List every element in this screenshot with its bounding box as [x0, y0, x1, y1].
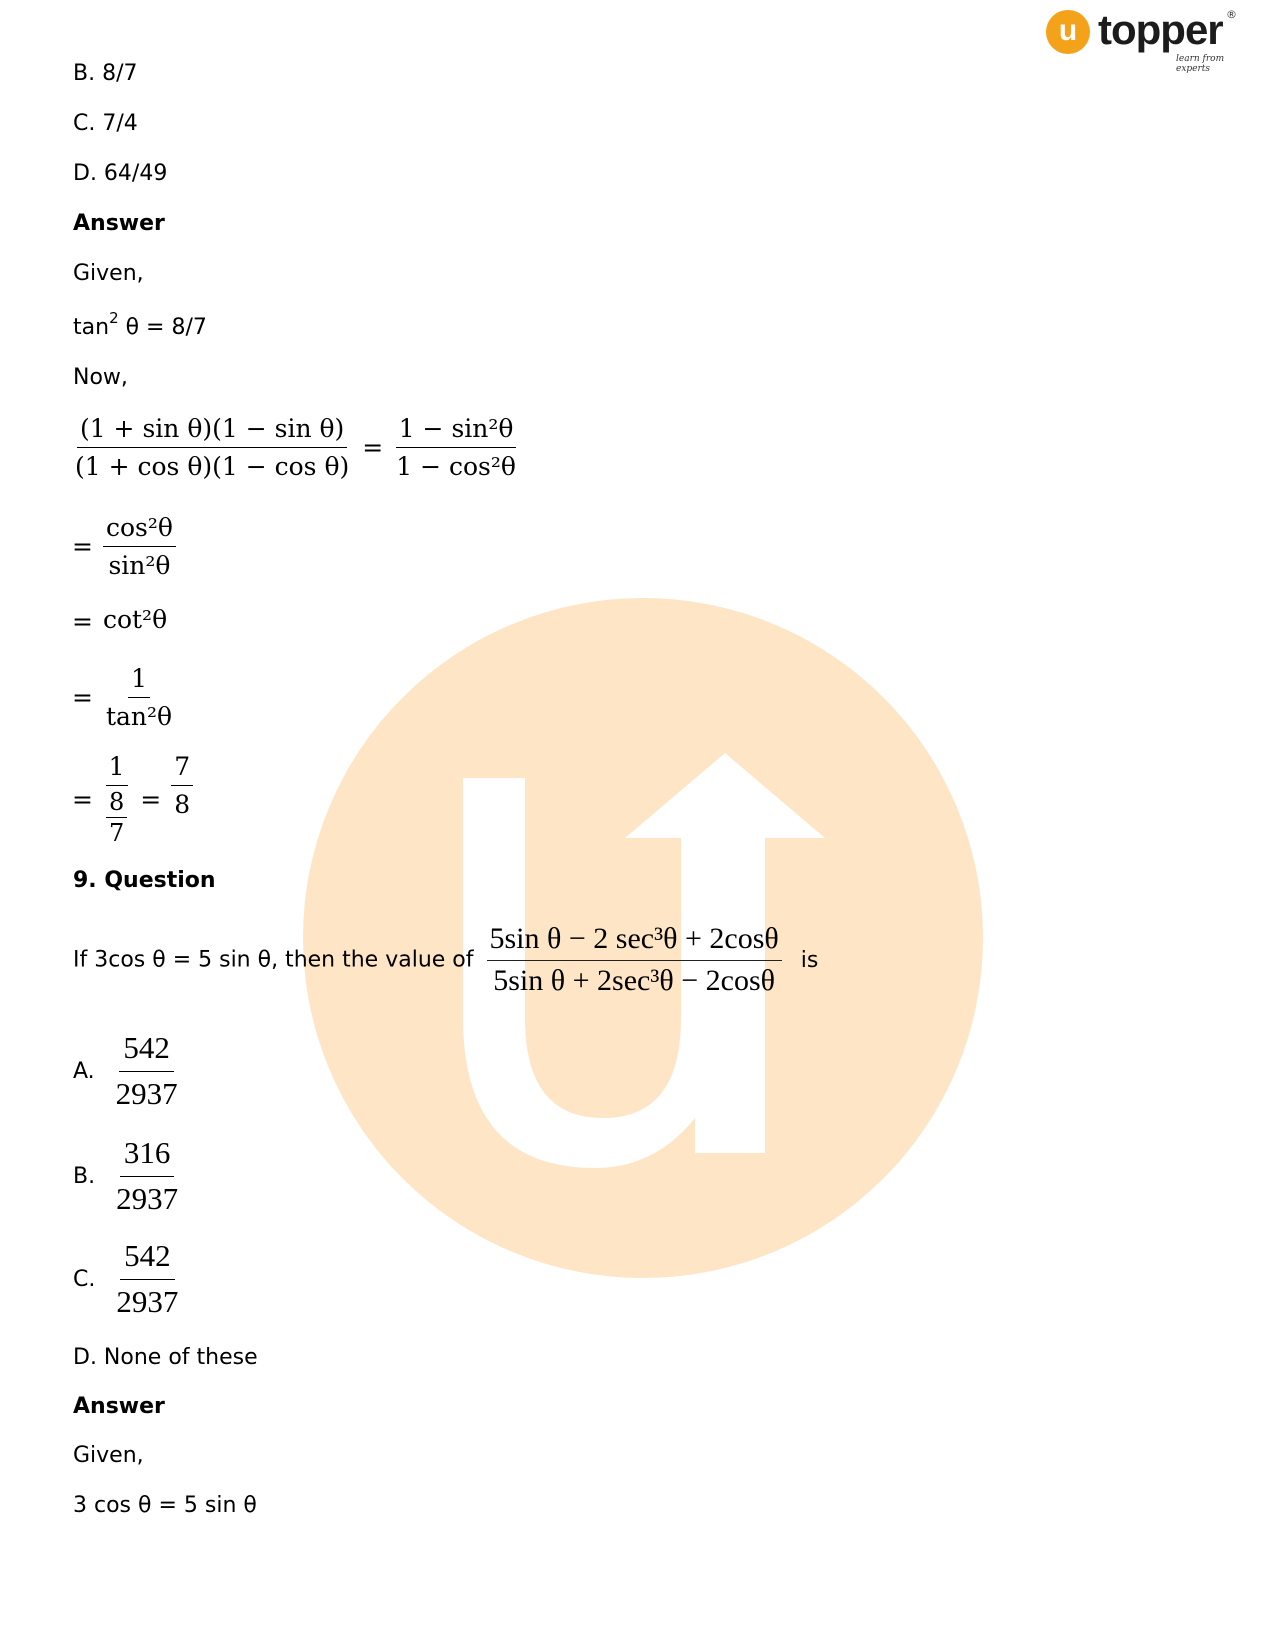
equals-sign: = — [362, 433, 384, 462]
option-a: A. $\frac{542}{2937}$ — [73, 1030, 178, 1111]
brand-name: topper — [1098, 6, 1223, 53]
solution-step-2: = $\frac{\text{cos²θ}}{\text{sin²θ}}$ — [72, 513, 176, 580]
rhs-denominator: 1 − cos²θ — [396, 452, 516, 481]
solution-step-3: = cot²θ — [72, 605, 168, 636]
given-equation: $\tan^2 \theta = 8/7$ — [73, 308, 207, 340]
question-9-given-label: Given, — [73, 1443, 144, 1468]
brand-tagline: learn from experts — [1176, 54, 1225, 74]
question-9-given-equation: 3 cos θ = 5 sin θ — [73, 1493, 257, 1518]
now-label: Now, — [73, 365, 128, 390]
prev-option-d: D. 64/49 — [73, 161, 168, 186]
question-9-answer-heading: Answer — [73, 1394, 165, 1419]
brand-logo — [1046, 6, 1246, 74]
answer-heading: Answer — [73, 211, 165, 236]
given-label: Given, — [73, 261, 144, 286]
solution-step-1 — [72, 414, 519, 481]
lhs-denominator: (1 + cos θ)(1 − cos θ) — [75, 452, 350, 481]
rhs-numerator: 1 − sin²θ — [396, 414, 517, 448]
option-d: D. None of these — [73, 1345, 258, 1370]
question-9-heading: 9. Question — [73, 868, 216, 893]
brand-u-icon: u — [1046, 10, 1090, 54]
prev-option-b: B. 8/7 — [73, 61, 138, 86]
prev-option-c: C. 7/4 — [73, 111, 138, 136]
registered-mark: ® — [1226, 8, 1237, 21]
question-9-fraction: $\frac{\text{5sin θ − 2 sec³θ + 2cosθ}}{\text{5sin θ + 2sec³θ − 2cosθ}}$ — [487, 922, 782, 998]
lhs-numerator: (1 + sin θ)(1 − sin θ) — [77, 414, 347, 448]
solution-step-4: = $\frac{1}{\text{tan²θ}}$ — [72, 664, 173, 731]
option-c: C. $\frac{542}{2937}$ — [73, 1238, 179, 1319]
solution-step-5: = $\frac{1}{\frac{8}{7}}$ = $\frac{7}{8}$ — [72, 752, 193, 847]
question-9-stem: If 3cos θ = 5 sin θ, then the value of $\frac{\text{5sin θ − 2 sec³θ + 2cosθ}}{\text{5sin θ + 2sec³θ − 2cosθ}}$ is — [73, 922, 819, 997]
option-b: B. $\frac{316}{2937}$ — [73, 1135, 179, 1216]
